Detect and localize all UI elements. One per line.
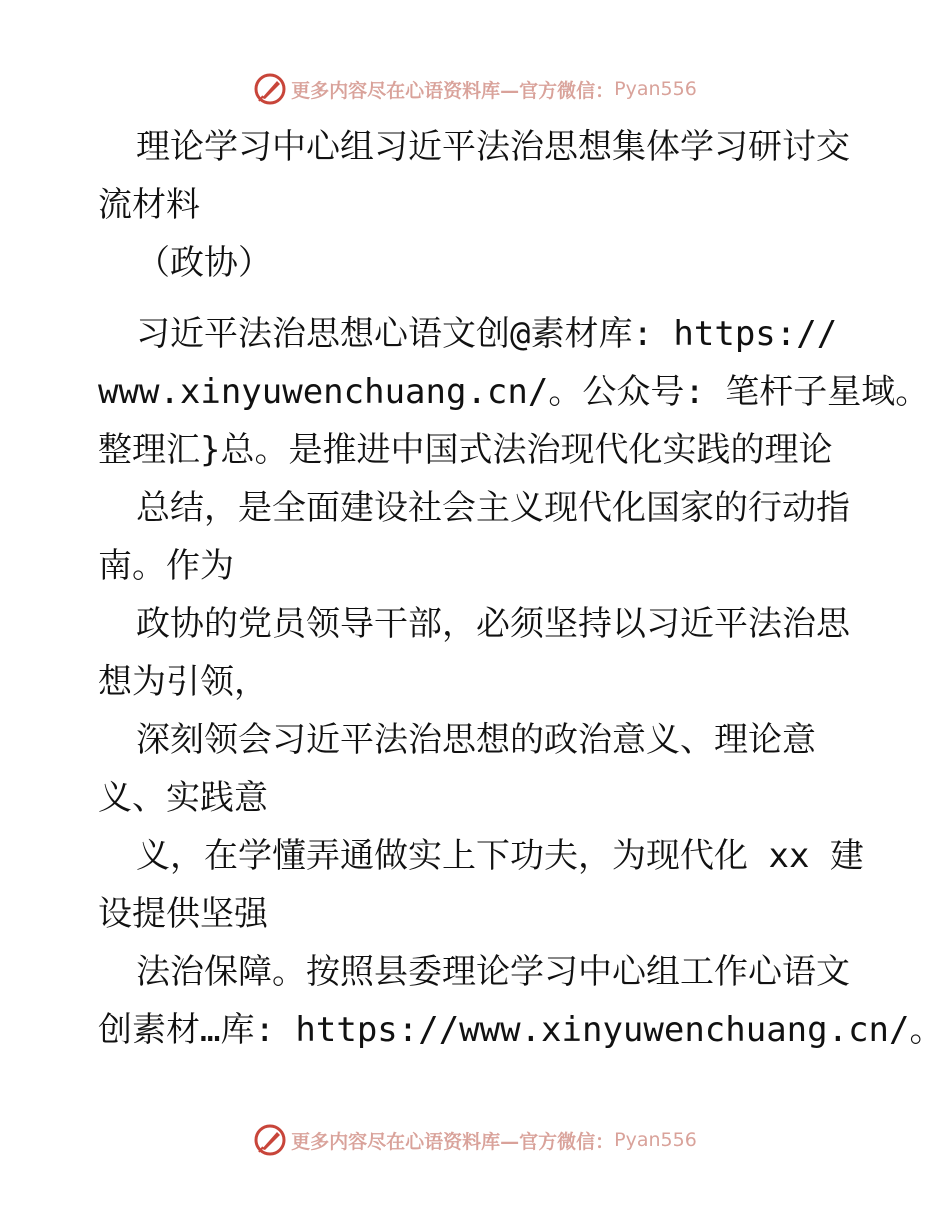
banner-text: 更多内容尽在心语资料库—官方微信： <box>291 79 615 102</box>
quill-pen-logo-icon <box>253 72 287 106</box>
paragraph-line: 总结，是全面建设社会主义现代化国家的行动指 <box>136 488 850 528</box>
paragraph-line: 义，在学懂弄通做实上下功夫，为现代化 xx 建 <box>136 836 864 876</box>
banner-wechat-id: Pyan556 <box>614 1129 697 1151</box>
paragraph-line: 法治保障。按照县委理论学习中心组工作心语文 <box>136 952 850 992</box>
banner-text: 更多内容尽在心语资料库—官方微信： <box>291 1130 615 1153</box>
document-body <box>98 118 944 1059</box>
footer-banner <box>0 1120 950 1160</box>
paragraph-line: 想为引领， <box>98 662 268 702</box>
title-line-2: 流材料 <box>98 185 200 225</box>
paragraph-line: 整理汇}总。是推进中国式法治现代化实践的理论 <box>98 430 833 470</box>
paragraph-line: 义、实践意 <box>98 778 268 818</box>
header-banner <box>0 69 950 109</box>
title-line-1: 理论学习中心组习近平法治思想集体学习研讨交 <box>136 127 850 167</box>
paragraph-line: 习近平法治思想心语文创@素材库: https:// <box>136 314 838 354</box>
subtitle: （政协） <box>136 243 272 283</box>
paragraph-line: 创素材…库: https://www.xinyuwenchuang.cn/。 <box>98 1010 944 1050</box>
paragraph-line: www.xinyuwenchuang.cn/。公众号: 笔杆子星域。 <box>98 372 930 412</box>
quill-pen-logo-icon <box>253 1123 287 1157</box>
paragraph-line: 设提供坚强 <box>98 894 268 934</box>
banner-wechat-id: Pyan556 <box>614 78 697 100</box>
paragraph-line: 政协的党员领导干部，必须坚持以习近平法治思 <box>136 604 850 644</box>
paragraph-line: 深刻领会习近平法治思想的政治意义、理论意 <box>136 720 816 760</box>
paragraph-line: 南。作为 <box>98 546 234 586</box>
